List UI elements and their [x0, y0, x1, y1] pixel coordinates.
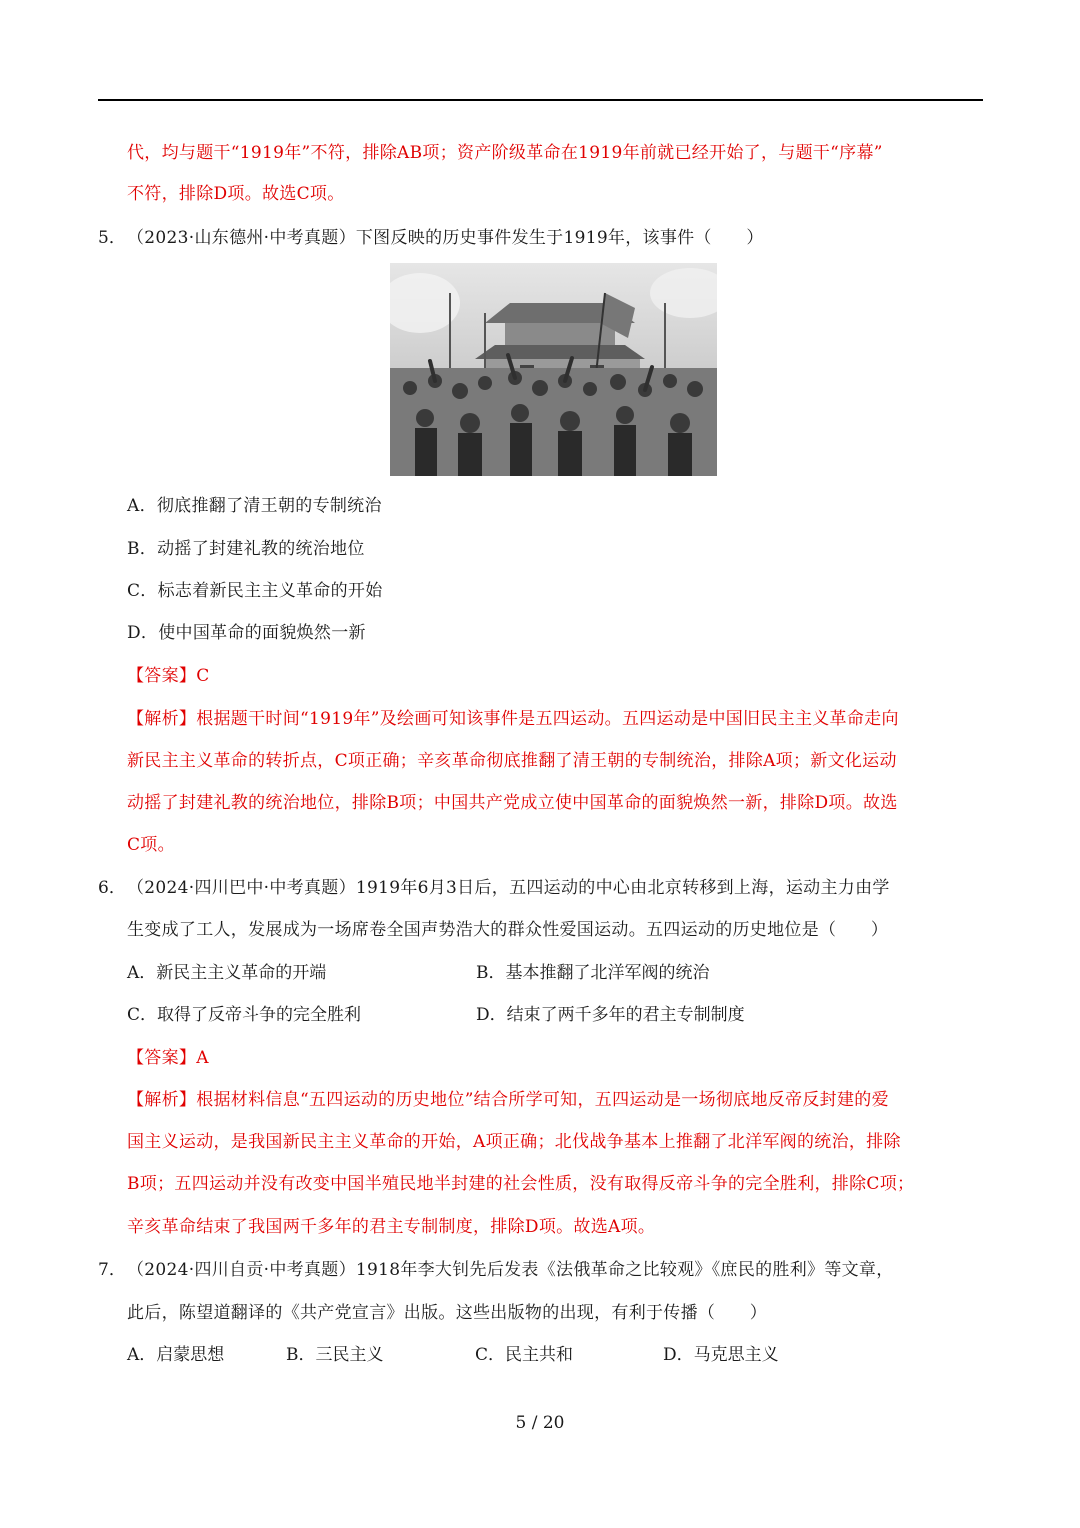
q5-option-b: B．动摇了封建礼教的统治地位 — [127, 539, 365, 559]
q6-analysis-2: 国主义运动，是我国新民主主义革命的开始，A项正确；北伐战争基本上推翻了北洋军阀的统治，排除 — [127, 1132, 901, 1152]
q6-option-b: B．基本推翻了北洋军阀的统治 — [476, 963, 710, 983]
q5-analysis-4: C项。 — [127, 835, 175, 855]
q7-number: 7． — [98, 1260, 126, 1280]
q5-analysis-3: 动摇了封建礼教的统治地位，排除B项；中国共产党成立使中国革命的面貌焕然一新，排除D项。故选 — [127, 793, 898, 813]
q7-stem-1: （2024·四川自贡·中考真题）1918年李大钊先后发表《法俄革命之比较观》《庶民的胜利》等文章， — [127, 1260, 894, 1280]
q7-option-b: B．三民主义 — [286, 1345, 384, 1365]
q7-option-d: D．马克思主义 — [663, 1345, 779, 1365]
q7-option-c: C．民主共和 — [475, 1345, 574, 1365]
q6-stem-2: 生变成了工人，发展成为一场席卷全国声势浩大的群众性爱国运动。五四运动的历史地位是（ ） — [127, 920, 889, 940]
q5-option-d: D．使中国革命的面貌焕然一新 — [127, 623, 366, 643]
intro-line-1: 代，均与题干“1919年”不符，排除AB项；资产阶级革命在1919年前就已经开始了，与题干“序幕” — [127, 143, 883, 163]
q5-answer: 【答案】C — [127, 666, 210, 686]
q5-option-c: C．标志着新民主主义革命的开始 — [127, 581, 383, 601]
header-rule — [98, 99, 983, 101]
q6-option-c: C．取得了反帝斗争的完全胜利 — [127, 1005, 362, 1025]
q5-analysis-2: 新民主主义革命的转折点，C项正确；辛亥革命彻底推翻了清王朝的专制统治，排除A项；新文化运动 — [127, 751, 897, 771]
q5-option-a: A．彻底推翻了清王朝的专制统治 — [127, 496, 382, 516]
q6-analysis-1: 【解析】根据材料信息“五四运动的历史地位”结合所学可知，五四运动是一场彻底地反帝反封建的爱 — [127, 1090, 889, 1110]
q6-stem-1: （2024·四川巴中·中考真题）1919年6月3日后，五四运动的中心由北京转移到上海，运动主力由学 — [127, 878, 890, 898]
q5-stem: （2023·山东德州·中考真题）下图反映的历史事件发生于1919年，该事件（ ） — [127, 228, 764, 248]
q6-analysis-3: B项；五四运动并没有改变中国半殖民地半封建的社会性质，没有取得反帝斗争的完全胜利，排除C项； — [127, 1174, 915, 1194]
q5-number: 5． — [98, 228, 126, 248]
intro-line-2: 不符，排除D项。故选C项。 — [127, 184, 345, 204]
q6-option-a: A．新民主主义革命的开端 — [127, 963, 327, 983]
q6-option-d: D．结束了两千多年的君主专制制度 — [476, 1005, 745, 1025]
q7-option-a: A．启蒙思想 — [127, 1345, 225, 1365]
q6-answer: 【答案】A — [127, 1048, 209, 1068]
q6-number: 6． — [98, 878, 126, 898]
q7-stem-2: 此后，陈望道翻译的《共产党宣言》出版。这些出版物的出现，有利于传播（ ） — [127, 1303, 768, 1323]
q5-analysis-1: 【解析】根据题干时间“1919年”及绘画可知该事件是五四运动。五四运动是中国旧民主主义革命走向 — [127, 709, 899, 729]
page-number: 5 / 20 — [515, 1413, 565, 1433]
q6-analysis-4: 辛亥革命结束了我国两千多年的君主专制制度，排除D项。故选A项。 — [127, 1217, 656, 1237]
may-fourth-painting — [390, 263, 717, 476]
